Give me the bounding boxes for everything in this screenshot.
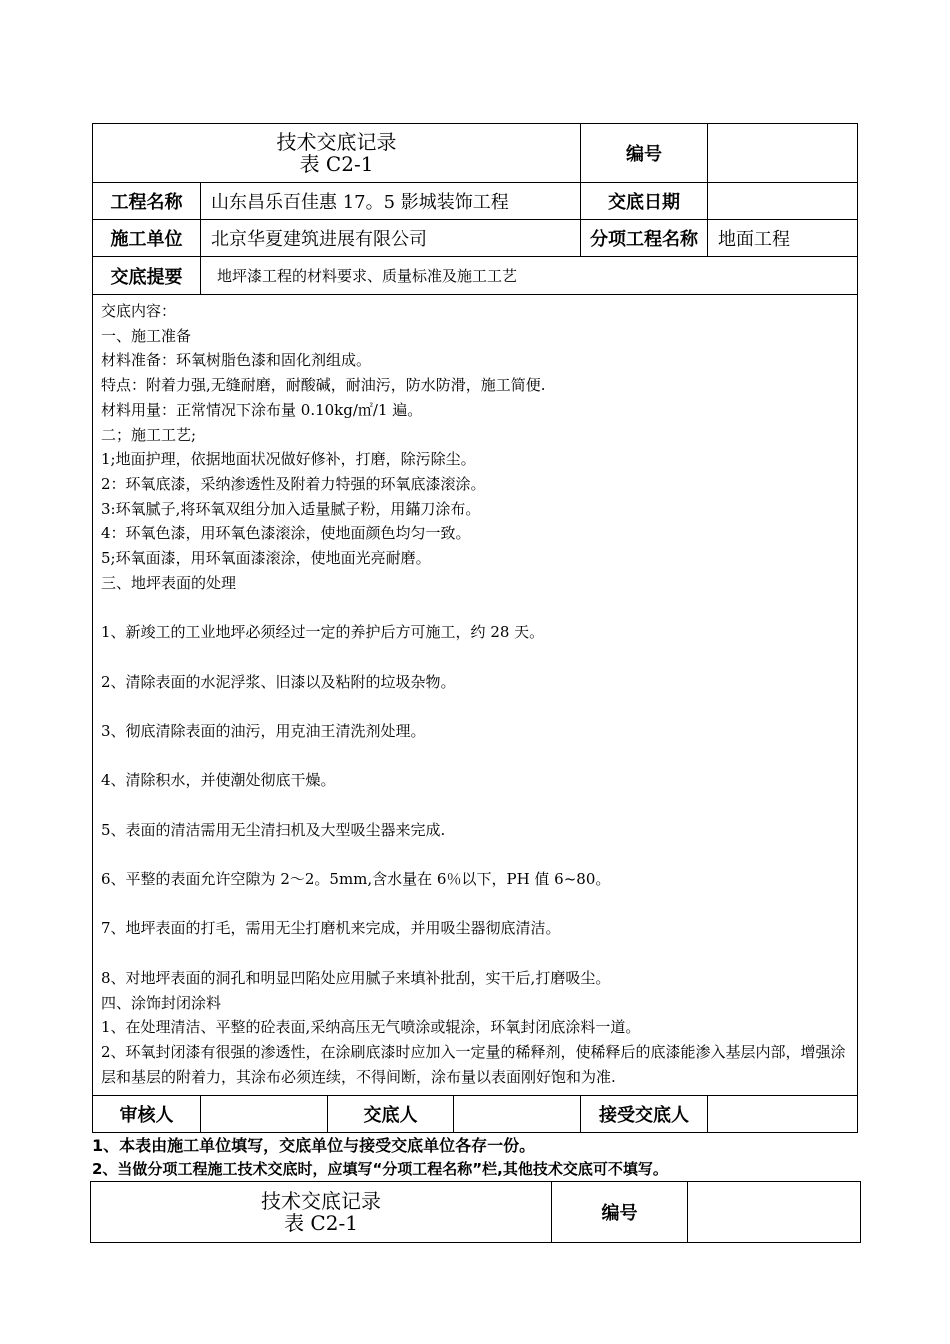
form-title: 技术交底记录: [276, 130, 397, 154]
content-line: 三、地坪表面的处理: [101, 573, 237, 592]
content-line: 1;地面护理，依据地面状况做好修补，打磨，除污除尘。: [101, 450, 476, 469]
content-line: 1、在处理清洁、平整的砼表面,采纳高压无气喷涂或辊涂，环氧封闭底涂料一道。: [101, 1018, 641, 1037]
content-line: 3、彻底清除表面的油污，用克油王清洗剂处理。: [101, 721, 426, 740]
subitem-label: 分项工程名称: [581, 220, 708, 257]
form-code: 表 C2-1: [299, 152, 374, 176]
project-name-label: 工程名称: [93, 183, 201, 220]
content-line: 6、平整的表面允许空隙为 2～2。5mm,含水量在 6％以下，PH 值 6~80。: [101, 870, 611, 889]
number-field[interactable]: [708, 124, 858, 183]
reviewer-field[interactable]: [201, 1096, 328, 1133]
content-line: 交底内容：: [101, 302, 177, 320]
note-1: 1、本表由施工单位填写，交底单位与接受交底单位各存一份。: [92, 1136, 536, 1155]
content-line: 5;环氧面漆，用环氧面漆滚涂，使地面光亮耐磨。: [101, 549, 431, 568]
receiver-field[interactable]: [708, 1096, 858, 1133]
content-line: 材料用量：正常情况下涂布量 0.10kg/㎡/1 遍。: [101, 400, 423, 419]
form2-number-label: 编号: [552, 1182, 688, 1243]
project-name-field[interactable]: 山东昌乐百佳惠 17。5 影城装饰工程: [201, 183, 581, 220]
content-line: 3:环氧腻子,将环氧双组分加入适量腻子粉，用鏋刀涂布。: [101, 499, 481, 518]
content-line: [101, 941, 849, 966]
content-line: 一、施工准备: [101, 326, 192, 345]
number-label: 编号: [581, 124, 708, 183]
form2-code: 表 C2-1: [284, 1211, 358, 1235]
content-line: [101, 694, 849, 719]
disclosure-content: [93, 295, 858, 1096]
discloser-label: 交底人: [328, 1096, 454, 1133]
summary-field[interactable]: 地坪漆工程的材料要求、质量标准及施工工艺: [201, 257, 858, 295]
content-line: [101, 892, 849, 917]
content-line: [101, 645, 849, 670]
content-line: 8、对地坪表面的洞孔和明显凹陷处应用腻子来填补批刮，实干后,打磨吸尘。: [101, 968, 611, 987]
content-line: 2：环氧底漆，采纳渗透性及附着力特强的环氧底漆滚涂。: [101, 474, 486, 493]
content-line: 二；施工工艺;: [101, 425, 197, 444]
form-title-cell: [93, 124, 581, 183]
contractor-field[interactable]: 北京华夏建筑进展有限公司: [201, 220, 581, 257]
contractor-label: 施工单位: [93, 220, 201, 257]
content-line: 材料准备：环氧树脂色漆和固化剂组成。: [101, 351, 372, 370]
discloser-field[interactable]: [454, 1096, 581, 1133]
note-2: 2、当做分项工程施工技术交底时，应填写“分项工程名称”栏,其他技术交底可不填写。: [92, 1160, 668, 1178]
disclosure-form-2: [90, 1181, 861, 1243]
reviewer-label: 审核人: [93, 1096, 201, 1133]
form2-title-cell: [91, 1182, 552, 1243]
summary-label: 交底提要: [93, 257, 201, 295]
content-line: [101, 595, 849, 620]
content-line: 7、地坪表面的打毛，需用无尘打磨机来完成，并用吸尘器彻底清洁。: [101, 919, 561, 938]
date-field[interactable]: [708, 183, 858, 220]
content-line: [101, 744, 849, 769]
form2-number-field[interactable]: [688, 1182, 861, 1243]
content-line: 4、清除积水，并使潮处彻底干燥。: [101, 771, 336, 790]
content-line: 2、清除表面的水泥浮浆、旧漆以及粘附的垃圾杂物。: [101, 672, 456, 691]
content-line: 1、新竣工的工业地坪必须经过一定的养护后方可施工，约 28 天。: [101, 623, 545, 642]
receiver-label: 接受交底人: [581, 1096, 708, 1133]
disclosure-form: [92, 123, 858, 1133]
subitem-field[interactable]: 地面工程: [708, 220, 858, 257]
content-line: [101, 793, 849, 818]
content-line: 5、表面的清洁需用无尘清扫机及大型吸尘器来完成.: [101, 820, 446, 839]
form2-title: 技术交底记录: [261, 1189, 381, 1213]
content-line: 四、涂饰封闭涂料: [101, 993, 222, 1012]
content-line: 特点：附着力强,无缝耐磨，耐酸碱，耐油污，防水防滑，施工简便.: [101, 376, 546, 395]
content-line: 4：环氧色漆，用环氧色漆滚涂，使地面颜色均匀一致。: [101, 524, 471, 543]
content-line: 2、环氧封闭漆有很强的渗透性，在涂刷底漆时应加入一定量的稀释剂，使稀释后的底漆能渗入基层内部，增强涂层和基层的附着力，其涂布必须连续，不得间断，涂布量以表面刚好饱和为准.: [101, 1042, 846, 1086]
content-line: [101, 842, 849, 867]
date-label: 交底日期: [581, 183, 708, 220]
content-lines: [101, 299, 849, 1089]
